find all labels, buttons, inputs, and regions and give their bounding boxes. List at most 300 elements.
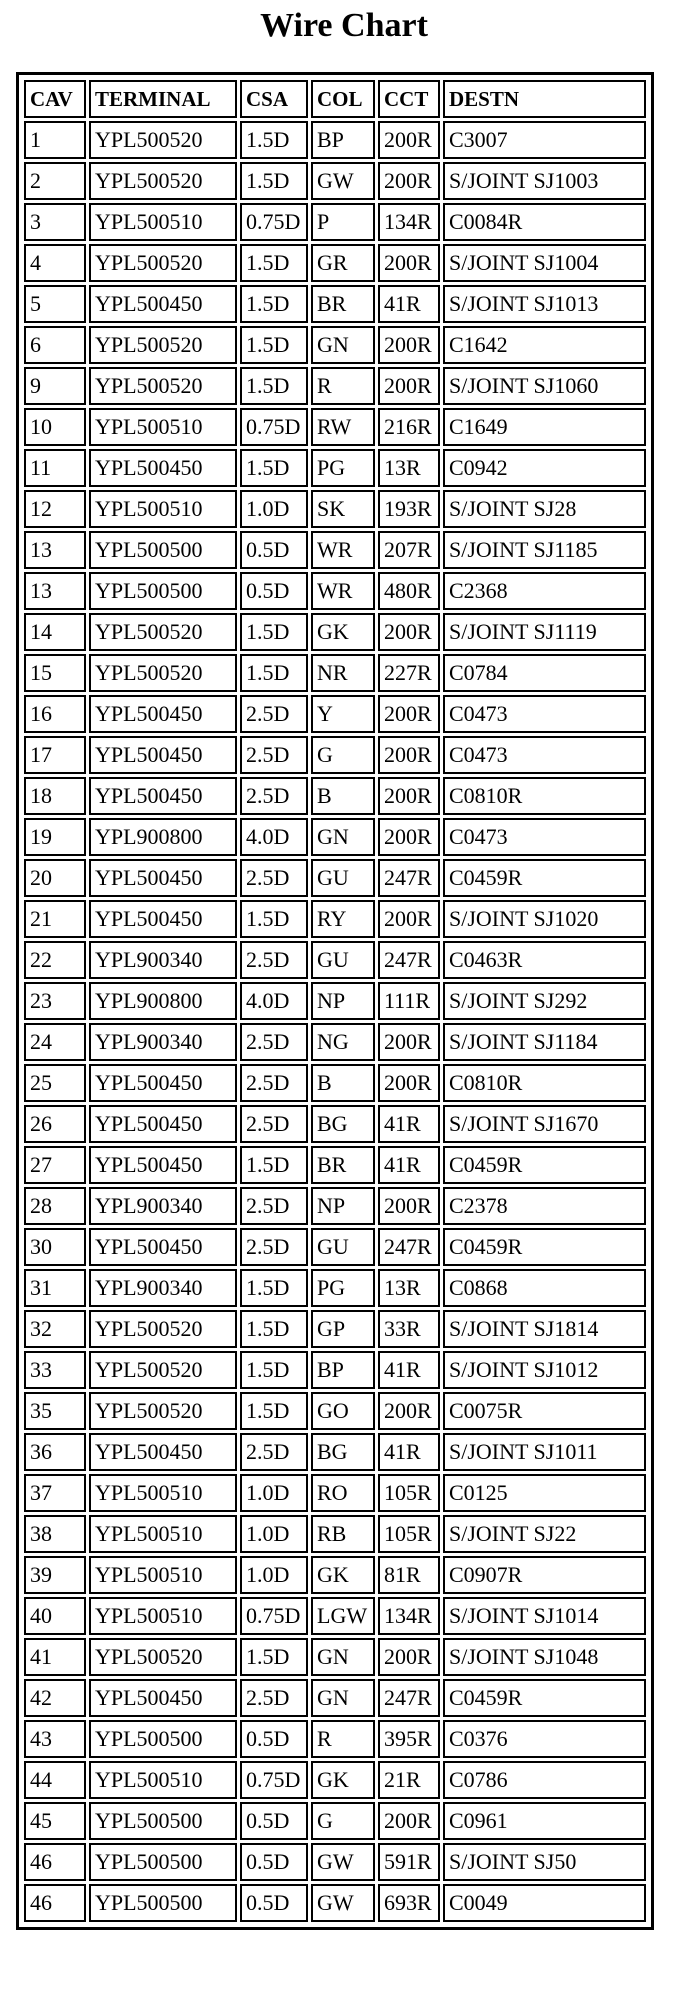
- table-row: [24, 859, 646, 897]
- cell-cct: 41R: [378, 285, 440, 323]
- cell-destn: S/JOINT SJ1185: [443, 531, 646, 569]
- table-row: [24, 1433, 646, 1471]
- cell-terminal: YPL500520: [89, 1310, 237, 1348]
- cell-csa: 2.5D: [240, 1064, 308, 1102]
- cell-col: B: [311, 777, 375, 815]
- cell-cav: 45: [24, 1802, 86, 1840]
- cell-csa: 1.5D: [240, 1310, 308, 1348]
- table-row: [24, 449, 646, 487]
- cell-destn: S/JOINT SJ1013: [443, 285, 646, 323]
- table-row: [24, 121, 646, 159]
- cell-cct: 200R: [378, 162, 440, 200]
- cell-cct: 200R: [378, 1064, 440, 1102]
- cell-destn: C0473: [443, 736, 646, 774]
- cell-terminal: YPL500520: [89, 1392, 237, 1430]
- cell-col: PG: [311, 1269, 375, 1307]
- cell-csa: 1.5D: [240, 244, 308, 282]
- cell-cav: 38: [24, 1515, 86, 1553]
- cell-destn: C0075R: [443, 1392, 646, 1430]
- cell-csa: 1.5D: [240, 367, 308, 405]
- cell-terminal: YPL900800: [89, 982, 237, 1020]
- cell-destn: S/JOINT SJ1020: [443, 900, 646, 938]
- cell-destn: C0786: [443, 1761, 646, 1799]
- cell-destn: C0907R: [443, 1556, 646, 1594]
- cell-col: BP: [311, 121, 375, 159]
- cell-cct: 200R: [378, 1023, 440, 1061]
- cell-cav: 32: [24, 1310, 86, 1348]
- cell-terminal: YPL500510: [89, 1515, 237, 1553]
- cell-col: GW: [311, 1843, 375, 1881]
- cell-csa: 2.5D: [240, 1105, 308, 1143]
- cell-cav: 43: [24, 1720, 86, 1758]
- cell-cct: 480R: [378, 572, 440, 610]
- cell-cav: 31: [24, 1269, 86, 1307]
- table-row: [24, 1392, 646, 1430]
- cell-cct: 247R: [378, 941, 440, 979]
- cell-terminal: YPL500450: [89, 1433, 237, 1471]
- cell-col: WR: [311, 572, 375, 610]
- cell-csa: 2.5D: [240, 695, 308, 733]
- cell-col: GU: [311, 941, 375, 979]
- table-row: [24, 572, 646, 610]
- table-row: [24, 1515, 646, 1553]
- cell-cct: 395R: [378, 1720, 440, 1758]
- cell-terminal: YPL500500: [89, 1720, 237, 1758]
- table-row: [24, 1310, 646, 1348]
- wire-chart-table-frame: [16, 72, 654, 1930]
- cell-csa: 2.5D: [240, 859, 308, 897]
- cell-cav: 44: [24, 1761, 86, 1799]
- cell-csa: 0.5D: [240, 1884, 308, 1922]
- cell-destn: S/JOINT SJ1048: [443, 1638, 646, 1676]
- cell-csa: 0.75D: [240, 408, 308, 446]
- cell-csa: 1.5D: [240, 900, 308, 938]
- cell-terminal: YPL500500: [89, 1843, 237, 1881]
- cell-destn: C2378: [443, 1187, 646, 1225]
- cell-csa: 1.5D: [240, 326, 308, 364]
- cell-terminal: YPL500450: [89, 285, 237, 323]
- cell-cct: 200R: [378, 1802, 440, 1840]
- cell-terminal: YPL500450: [89, 736, 237, 774]
- table-row: [24, 818, 646, 856]
- cell-csa: 1.5D: [240, 1351, 308, 1389]
- table-row: [24, 1679, 646, 1717]
- cell-col: GR: [311, 244, 375, 282]
- cell-terminal: YPL500520: [89, 613, 237, 651]
- table-row: [24, 244, 646, 282]
- cell-csa: 1.5D: [240, 162, 308, 200]
- cell-destn: C2368: [443, 572, 646, 610]
- cell-cav: 22: [24, 941, 86, 979]
- cell-destn: S/JOINT SJ22: [443, 1515, 646, 1553]
- cell-csa: 0.5D: [240, 1720, 308, 1758]
- cell-csa: 1.0D: [240, 490, 308, 528]
- table-row: [24, 1843, 646, 1881]
- cell-cav: 36: [24, 1433, 86, 1471]
- cell-csa: 1.0D: [240, 1474, 308, 1512]
- wire-chart-table: [21, 77, 649, 1925]
- cell-cav: 42: [24, 1679, 86, 1717]
- cell-col: GU: [311, 859, 375, 897]
- table-row: [24, 367, 646, 405]
- cell-csa: 4.0D: [240, 818, 308, 856]
- cell-cct: 247R: [378, 859, 440, 897]
- cell-cct: 41R: [378, 1105, 440, 1143]
- cell-col: R: [311, 367, 375, 405]
- cell-col: NG: [311, 1023, 375, 1061]
- table-row: [24, 695, 646, 733]
- cell-cct: 200R: [378, 695, 440, 733]
- cell-cct: 216R: [378, 408, 440, 446]
- cell-cav: 15: [24, 654, 86, 692]
- table-row: [24, 982, 646, 1020]
- cell-destn: S/JOINT SJ1814: [443, 1310, 646, 1348]
- cell-cct: 41R: [378, 1146, 440, 1184]
- table-row: [24, 1556, 646, 1594]
- cell-cav: 46: [24, 1884, 86, 1922]
- cell-cav: 11: [24, 449, 86, 487]
- table-row: [24, 900, 646, 938]
- cell-terminal: YPL900340: [89, 941, 237, 979]
- table-row: [24, 1351, 646, 1389]
- table-row: [24, 1187, 646, 1225]
- table-row: [24, 1146, 646, 1184]
- cell-col: NP: [311, 1187, 375, 1225]
- cell-cav: 39: [24, 1556, 86, 1594]
- cell-csa: 0.75D: [240, 203, 308, 241]
- cell-terminal: YPL900340: [89, 1187, 237, 1225]
- cell-destn: S/JOINT SJ1119: [443, 613, 646, 651]
- table-row: [24, 1228, 646, 1266]
- cell-col: BG: [311, 1105, 375, 1143]
- cell-col: GK: [311, 613, 375, 651]
- cell-cav: 18: [24, 777, 86, 815]
- cell-terminal: YPL500520: [89, 1638, 237, 1676]
- cell-col: NP: [311, 982, 375, 1020]
- cell-cav: 26: [24, 1105, 86, 1143]
- cell-destn: S/JOINT SJ1184: [443, 1023, 646, 1061]
- cell-csa: 4.0D: [240, 982, 308, 1020]
- cell-csa: 2.5D: [240, 736, 308, 774]
- cell-cct: 200R: [378, 736, 440, 774]
- cell-cct: 13R: [378, 1269, 440, 1307]
- cell-cav: 6: [24, 326, 86, 364]
- cell-col: RY: [311, 900, 375, 938]
- cell-terminal: YPL500500: [89, 1802, 237, 1840]
- cell-cav: 24: [24, 1023, 86, 1061]
- cell-col: Y: [311, 695, 375, 733]
- cell-destn: C0459R: [443, 859, 646, 897]
- cell-terminal: YPL500500: [89, 572, 237, 610]
- cell-csa: 0.5D: [240, 1843, 308, 1881]
- table-row: [24, 777, 646, 815]
- cell-terminal: YPL900340: [89, 1269, 237, 1307]
- table-row: [24, 408, 646, 446]
- cell-cct: 134R: [378, 1597, 440, 1635]
- cell-col: RW: [311, 408, 375, 446]
- cell-cav: 20: [24, 859, 86, 897]
- cell-cav: 1: [24, 121, 86, 159]
- cell-cav: 33: [24, 1351, 86, 1389]
- cell-cct: 227R: [378, 654, 440, 692]
- cell-terminal: YPL500510: [89, 1556, 237, 1594]
- cell-cav: 28: [24, 1187, 86, 1225]
- table-row: [24, 1761, 646, 1799]
- cell-col: GN: [311, 326, 375, 364]
- cell-cav: 9: [24, 367, 86, 405]
- table-header-row: [24, 80, 646, 118]
- cell-csa: 1.5D: [240, 1269, 308, 1307]
- cell-cav: 12: [24, 490, 86, 528]
- cell-cct: 200R: [378, 1187, 440, 1225]
- cell-cct: 200R: [378, 818, 440, 856]
- cell-csa: 1.5D: [240, 1638, 308, 1676]
- table-row: [24, 1474, 646, 1512]
- header-destn: DESTN: [443, 80, 646, 118]
- cell-col: GN: [311, 1638, 375, 1676]
- cell-terminal: YPL500510: [89, 1597, 237, 1635]
- cell-terminal: YPL500450: [89, 449, 237, 487]
- cell-destn: C0459R: [443, 1679, 646, 1717]
- cell-col: RB: [311, 1515, 375, 1553]
- cell-csa: 0.5D: [240, 1802, 308, 1840]
- table-row: [24, 326, 646, 364]
- cell-cav: 40: [24, 1597, 86, 1635]
- cell-cct: 41R: [378, 1351, 440, 1389]
- cell-col: GK: [311, 1556, 375, 1594]
- table-row: [24, 1638, 646, 1676]
- cell-cct: 193R: [378, 490, 440, 528]
- cell-destn: C0868: [443, 1269, 646, 1307]
- cell-cav: 37: [24, 1474, 86, 1512]
- cell-cct: 247R: [378, 1679, 440, 1717]
- cell-col: RO: [311, 1474, 375, 1512]
- cell-cct: 105R: [378, 1515, 440, 1553]
- cell-col: GW: [311, 1884, 375, 1922]
- cell-csa: 0.75D: [240, 1597, 308, 1635]
- cell-terminal: YPL500450: [89, 695, 237, 733]
- table-body: [24, 121, 646, 1922]
- table-row: [24, 941, 646, 979]
- cell-cav: 5: [24, 285, 86, 323]
- cell-terminal: YPL500510: [89, 203, 237, 241]
- cell-destn: C3007: [443, 121, 646, 159]
- cell-cav: 35: [24, 1392, 86, 1430]
- cell-destn: C1642: [443, 326, 646, 364]
- cell-terminal: YPL500450: [89, 1146, 237, 1184]
- cell-cav: 4: [24, 244, 86, 282]
- cell-terminal: YPL500520: [89, 326, 237, 364]
- cell-csa: 2.5D: [240, 941, 308, 979]
- header-csa: CSA: [240, 80, 308, 118]
- table-row: [24, 1802, 646, 1840]
- table-row: [24, 654, 646, 692]
- cell-col: BG: [311, 1433, 375, 1471]
- cell-col: BR: [311, 285, 375, 323]
- cell-csa: 0.75D: [240, 1761, 308, 1799]
- cell-cct: 207R: [378, 531, 440, 569]
- cell-terminal: YPL500500: [89, 531, 237, 569]
- cell-csa: 0.5D: [240, 531, 308, 569]
- cell-csa: 2.5D: [240, 1679, 308, 1717]
- cell-destn: S/JOINT SJ1012: [443, 1351, 646, 1389]
- cell-destn: C0376: [443, 1720, 646, 1758]
- cell-cct: 200R: [378, 1392, 440, 1430]
- cell-terminal: YPL900340: [89, 1023, 237, 1061]
- cell-cct: 693R: [378, 1884, 440, 1922]
- cell-col: GN: [311, 1679, 375, 1717]
- cell-terminal: YPL500450: [89, 1679, 237, 1717]
- cell-cct: 200R: [378, 777, 440, 815]
- cell-col: R: [311, 1720, 375, 1758]
- cell-cav: 27: [24, 1146, 86, 1184]
- cell-col: GP: [311, 1310, 375, 1348]
- cell-cct: 81R: [378, 1556, 440, 1594]
- cell-terminal: YPL500510: [89, 408, 237, 446]
- cell-destn: C0084R: [443, 203, 646, 241]
- cell-cct: 200R: [378, 121, 440, 159]
- cell-csa: 1.0D: [240, 1515, 308, 1553]
- cell-terminal: YPL500500: [89, 1884, 237, 1922]
- cell-cav: 16: [24, 695, 86, 733]
- page-title: Wire Chart: [260, 7, 428, 44]
- header-cct: CCT: [378, 80, 440, 118]
- cell-cav: 19: [24, 818, 86, 856]
- cell-terminal: YPL500450: [89, 777, 237, 815]
- cell-cct: 200R: [378, 367, 440, 405]
- cell-cav: 23: [24, 982, 86, 1020]
- table-row: [24, 490, 646, 528]
- cell-destn: S/JOINT SJ1003: [443, 162, 646, 200]
- cell-terminal: YPL500450: [89, 1228, 237, 1266]
- cell-csa: 1.5D: [240, 1146, 308, 1184]
- cell-cav: 30: [24, 1228, 86, 1266]
- cell-cct: 111R: [378, 982, 440, 1020]
- cell-destn: C0049: [443, 1884, 646, 1922]
- cell-destn: C0961: [443, 1802, 646, 1840]
- cell-cav: 25: [24, 1064, 86, 1102]
- cell-csa: 2.5D: [240, 777, 308, 815]
- header-cav: CAV: [24, 80, 86, 118]
- cell-col: SK: [311, 490, 375, 528]
- cell-terminal: YPL500450: [89, 1064, 237, 1102]
- cell-csa: 2.5D: [240, 1023, 308, 1061]
- cell-csa: 1.5D: [240, 613, 308, 651]
- cell-terminal: YPL500510: [89, 1474, 237, 1512]
- cell-terminal: YPL500520: [89, 162, 237, 200]
- cell-col: GW: [311, 162, 375, 200]
- cell-cav: 14: [24, 613, 86, 651]
- table-row: [24, 1105, 646, 1143]
- cell-col: BP: [311, 1351, 375, 1389]
- cell-col: NR: [311, 654, 375, 692]
- cell-col: GN: [311, 818, 375, 856]
- cell-terminal: YPL500520: [89, 1351, 237, 1389]
- cell-col: BR: [311, 1146, 375, 1184]
- cell-cav: 10: [24, 408, 86, 446]
- table-row: [24, 1269, 646, 1307]
- table-row: [24, 162, 646, 200]
- cell-cct: 33R: [378, 1310, 440, 1348]
- cell-cct: 134R: [378, 203, 440, 241]
- cell-destn: C0942: [443, 449, 646, 487]
- cell-csa: 1.5D: [240, 1392, 308, 1430]
- cell-csa: 1.5D: [240, 121, 308, 159]
- cell-cav: 46: [24, 1843, 86, 1881]
- cell-cav: 41: [24, 1638, 86, 1676]
- cell-cct: 200R: [378, 326, 440, 364]
- table-row: [24, 285, 646, 323]
- cell-cav: 17: [24, 736, 86, 774]
- cell-col: GO: [311, 1392, 375, 1430]
- cell-csa: 1.5D: [240, 449, 308, 487]
- cell-cav: 2: [24, 162, 86, 200]
- table-row: [24, 203, 646, 241]
- cell-destn: C0463R: [443, 941, 646, 979]
- cell-csa: 1.5D: [240, 285, 308, 323]
- cell-destn: C0784: [443, 654, 646, 692]
- cell-destn: S/JOINT SJ1060: [443, 367, 646, 405]
- cell-terminal: YPL900800: [89, 818, 237, 856]
- cell-cct: 21R: [378, 1761, 440, 1799]
- cell-terminal: YPL500520: [89, 121, 237, 159]
- table-row: [24, 1720, 646, 1758]
- cell-destn: S/JOINT SJ1004: [443, 244, 646, 282]
- cell-destn: C0473: [443, 818, 646, 856]
- cell-col: GU: [311, 1228, 375, 1266]
- cell-cav: 13: [24, 531, 86, 569]
- cell-cav: 21: [24, 900, 86, 938]
- cell-csa: 1.0D: [240, 1556, 308, 1594]
- cell-cct: 591R: [378, 1843, 440, 1881]
- header-terminal: TERMINAL: [89, 80, 237, 118]
- cell-destn: S/JOINT SJ28: [443, 490, 646, 528]
- cell-destn: C0125: [443, 1474, 646, 1512]
- cell-cav: 3: [24, 203, 86, 241]
- cell-csa: 2.5D: [240, 1433, 308, 1471]
- cell-csa: 0.5D: [240, 572, 308, 610]
- cell-terminal: YPL500510: [89, 490, 237, 528]
- cell-cct: 105R: [378, 1474, 440, 1512]
- table-row: [24, 531, 646, 569]
- cell-destn: C0459R: [443, 1228, 646, 1266]
- cell-col: PG: [311, 449, 375, 487]
- cell-col: LGW: [311, 1597, 375, 1635]
- table-row: [24, 1064, 646, 1102]
- table-row: [24, 1597, 646, 1635]
- cell-terminal: YPL500450: [89, 1105, 237, 1143]
- cell-destn: S/JOINT SJ292: [443, 982, 646, 1020]
- cell-destn: C0459R: [443, 1146, 646, 1184]
- cell-destn: C1649: [443, 408, 646, 446]
- cell-destn: C0810R: [443, 1064, 646, 1102]
- cell-col: P: [311, 203, 375, 241]
- cell-cct: 247R: [378, 1228, 440, 1266]
- cell-destn: S/JOINT SJ50: [443, 1843, 646, 1881]
- cell-terminal: YPL500450: [89, 900, 237, 938]
- table-row: [24, 1023, 646, 1061]
- table-row: [24, 1884, 646, 1922]
- cell-destn: S/JOINT SJ1011: [443, 1433, 646, 1471]
- cell-cav: 13: [24, 572, 86, 610]
- cell-col: B: [311, 1064, 375, 1102]
- table-row: [24, 736, 646, 774]
- cell-cct: 200R: [378, 900, 440, 938]
- cell-cct: 200R: [378, 1638, 440, 1676]
- header-col: COL: [311, 80, 375, 118]
- cell-cct: 13R: [378, 449, 440, 487]
- table-row: [24, 613, 646, 651]
